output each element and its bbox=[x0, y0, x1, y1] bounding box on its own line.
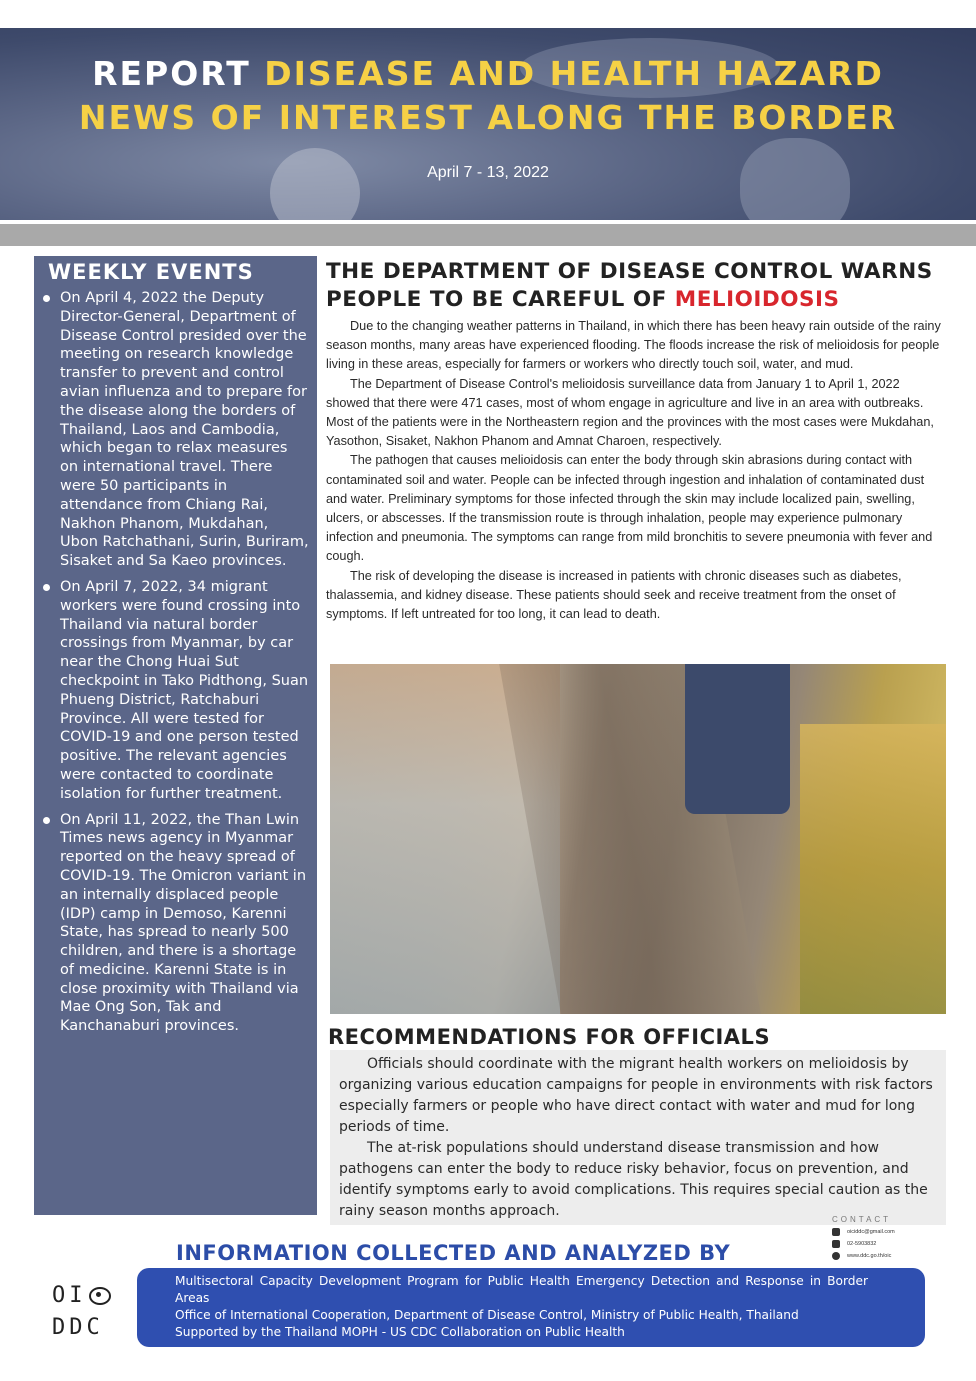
bullet-icon bbox=[43, 584, 50, 591]
weekly-event-item bbox=[40, 578, 310, 804]
contact-email[interactable]: oiciddc@gmail.com bbox=[847, 1229, 895, 1235]
weekly-events-heading: WEEKLY EVENTS bbox=[48, 260, 254, 284]
info-text bbox=[175, 1273, 868, 1341]
weekly-events-sidebar bbox=[34, 256, 317, 1215]
weekly-events-list bbox=[40, 289, 310, 1043]
weekly-event-text: On April 4, 2022 the Deputy Director-General, Department of Disease Control presided over the meeting on research knowledge transfer to prevent and control avian influenza and to prepare for the disease along the borders of Thailand, Laos and Cambodia, which began to relax measures on international travel. There were 50 participants in attendance from Chiang Rai, Nakhon Phanom, Mukdahan, Ubon Ratchathani, Surin, Buriram, Sisaket and Sa Kaeo provinces. bbox=[60, 290, 309, 570]
weekly-event-item bbox=[40, 289, 310, 571]
article-paragraph: The pathogen that causes melioidosis can enter the body through skin abrasions during contact with contaminated soil and water. People can be infected through ingestion and inhalation of contaminated dust and water. Preliminary symptoms for those infected through the skin may include localized pain, swelling, ulcers, or abscesses. If the transmission route is through inhalation, people may experience pulmonary infection and pneumonia. The symptoms can range from mild bronchitis to severe pneumonia with fever and cough. bbox=[326, 453, 933, 564]
phone-icon bbox=[832, 1240, 840, 1248]
email-icon bbox=[832, 1228, 840, 1236]
logo-top-text: OI bbox=[52, 1283, 87, 1308]
contact-block bbox=[832, 1215, 942, 1260]
article-paragraph: Due to the changing weather patterns in Thailand, in which there has been heavy rain outside of the rainy season months, many areas have experienced flooding. The floods increase the risk of melioidosis for people living in these areas, especially for farmers or workers who directly touch soil, water, and mud. bbox=[326, 319, 941, 372]
logo-top-line bbox=[52, 1280, 132, 1312]
oi-ddc-logo bbox=[52, 1280, 132, 1344]
farmer-walking-mud-photo bbox=[330, 664, 946, 1014]
globe-icon bbox=[832, 1252, 840, 1260]
photo-grass bbox=[800, 724, 946, 1014]
bullet-icon bbox=[43, 817, 50, 824]
info-line-2: Office of International Cooperation, Department of Disease Control, Ministry of Public Health, Thailand bbox=[175, 1308, 799, 1322]
header-photo-shape bbox=[270, 148, 360, 220]
contact-website[interactable]: www.ddc.go.th/oic bbox=[847, 1253, 892, 1259]
contact-phone[interactable]: 02-5903832 bbox=[847, 1241, 877, 1247]
report-title-rest: DISEASE AND HEALTH HAZARD bbox=[264, 54, 884, 93]
report-title-line-2: NEWS OF INTEREST ALONG THE BORDER bbox=[78, 98, 898, 137]
weekly-event-text: On April 11, 2022, the Than Lwin Times news agency in Myanmar reported on the heavy spread of COVID-19. The Omicron variant in an internally displaced people (IDP) camp in Demoso, Karenni State, has spread to nearly 500 children, and there is a shortage of medicine. Karenni State is in close proximity with Thailand via Mae Ong Son, Tak and Kanchanaburi provinces. bbox=[60, 811, 307, 1035]
divider-bar bbox=[0, 224, 976, 246]
article-paragraph: The risk of developing the disease is increased in patients with chronic diseases such as diabetes, thalassemia, and kidney disease. These patients should seek and receive treatment from the onset of symptoms. If left untreated for too long, it can lead to death. bbox=[326, 568, 902, 622]
info-line-3: Supported by the Thailand MOPH - US CDC Collaboration on Public Health bbox=[175, 1325, 625, 1339]
photo-legs bbox=[685, 664, 790, 814]
weekly-event-item bbox=[40, 811, 310, 1037]
article-title-line-1: THE DEPARTMENT OF DISEASE CONTROL WARNS bbox=[326, 259, 933, 284]
recommendation-paragraph: The at-risk populations should understand disease transmission and how pathogens can enter the body to reduce risky behavior, focus on prevention, and identify symptoms early to avoid complications. This requires special caution as the rainy season months approach. bbox=[339, 1140, 928, 1219]
info-line-1: Multisectoral Capacity Development Program for Public Health Emergency Detection and Response in Border Areas bbox=[175, 1274, 868, 1305]
article-title bbox=[326, 258, 966, 314]
recommendations-text bbox=[339, 1054, 939, 1222]
recommendations-heading: RECOMMENDATIONS FOR OFFICIALS bbox=[328, 1025, 771, 1049]
contact-website-row[interactable] bbox=[832, 1252, 942, 1260]
article-title-prefix: PEOPLE TO BE CAREFUL OF bbox=[326, 287, 667, 312]
contact-phone-row[interactable] bbox=[832, 1240, 942, 1248]
contact-email-row[interactable] bbox=[832, 1228, 942, 1236]
report-title-word: REPORT bbox=[92, 54, 251, 93]
logo-bottom-text: DDC bbox=[52, 1315, 104, 1340]
contact-label: CONTACT bbox=[832, 1215, 892, 1224]
bullet-icon bbox=[43, 295, 50, 302]
info-heading: INFORMATION COLLECTED AND ANALYZED BY bbox=[176, 1241, 731, 1265]
article-title-highlight: MELIOIDOSIS bbox=[674, 287, 840, 312]
article-paragraph: The Department of Disease Control's melioidosis surveillance data from January 1 to April 1, 2022 showed that there were 471 cases, most of whom engage in agriculture and live in an area with outbreaks. Most of the patients were in the Northeastern region and the provinces with the most cases were Mukdahan, Yasothon, Sisaket, Nakhon Phanom and Amnat Charoen, respectively. bbox=[326, 376, 934, 449]
article-body bbox=[326, 317, 944, 624]
recommendation-paragraph: Officials should coordinate with the migrant health workers on melioidosis by organizing various education campaigns for people in environments with risk factors especially farmers or people who have direct contact with water and mud for long periods of time. bbox=[339, 1056, 933, 1135]
eye-icon bbox=[89, 1287, 111, 1305]
weekly-event-text: On April 7, 2022, 34 migrant workers were found crossing into Thailand via natural border crossings from Myanmar, by car near the Chong Huai Sut checkpoint in Tako Pidthong, Suan Phueng District, Ratchaburi Province. All were tested for COVID-19 and one person tested positive. The relevant agencies were contacted to coordinate isolation for further treatment. bbox=[60, 578, 309, 802]
article-title-line-2 bbox=[326, 286, 966, 314]
report-title-line-1 bbox=[0, 54, 976, 93]
report-date-range: April 7 - 13, 2022 bbox=[427, 164, 549, 181]
